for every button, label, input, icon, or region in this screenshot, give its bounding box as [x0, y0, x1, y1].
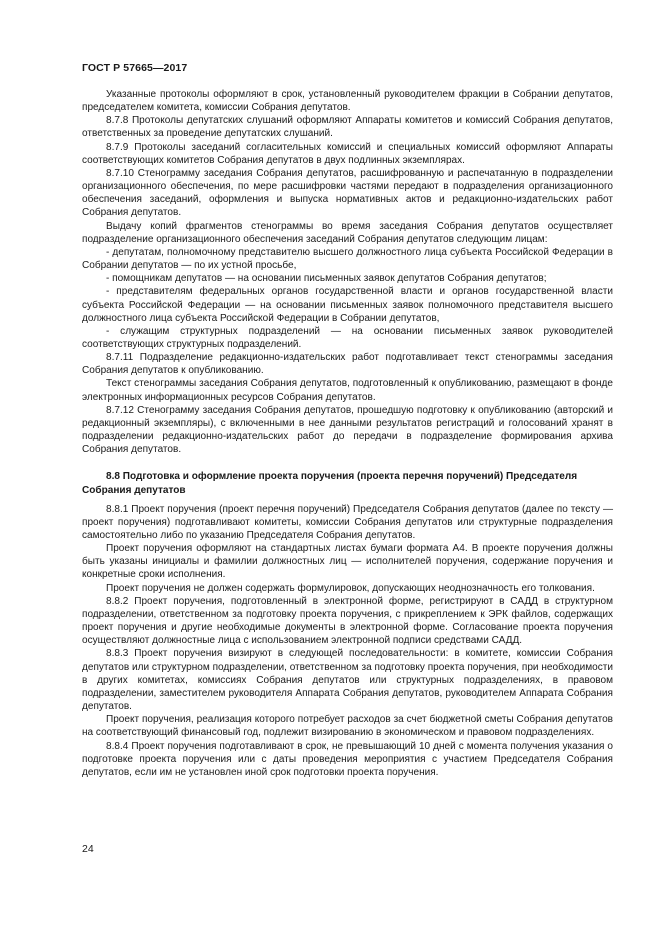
paragraph: Текст стенограммы заседания Собрания депутатов, подготовленный к опубликованию, размещают в фонде электронных информационных ресурсов Собрания депутатов. — [82, 378, 613, 403]
paragraph: Проект поручения оформляют на стандартных листах бумаги формата А4. В проекте поручения должны быть указаны инициалы и фамилии должностных лиц — исполнителей поручения, содержание поручения и конкретные сроки исполнения. — [82, 543, 613, 581]
section-heading: 8.8 Подготовка и оформление проекта поручения (проекта перечня поручений) Председателя Собрания депутатов — [82, 471, 578, 496]
paragraph: Указанные протоколы оформляют в срок, установленный руководителем фракции в Собрании депутатов, председателем комитета, комиссии Собрания депутатов. — [82, 89, 613, 114]
paragraph: 8.8.2 Проект поручения, подготовленный в электронной форме, регистрируют в САДД в структурном подразделении, ответственном за подготовку проекта поручения, с прикреплением к ЭРК файлов, содержащих проект поручения и другие необходимые документы в электронной форме. Согласование проекта поручения осуществляют должностные лица с использованием электронной подписи средствами САДД. — [82, 595, 613, 647]
paragraph: Проект поручения не должен содержать формулировок, допускающих неоднозначность его толкования. — [106, 582, 595, 594]
paragraph: Проект поручения, реализация которого потребует расходов за счет бюджетной сметы Собрания депутатов на соответствующий финансовый год, подлежит визированию в экономическом и правовом подразделениях. — [82, 714, 613, 739]
paragraph: Выдачу копий фрагментов стенограммы во время заседания Собрания депутатов осуществляет подразделение организационного обеспечения заседаний Собрания депутатов следующим лицам: — [82, 220, 613, 245]
paragraph: 8.7.11 Подразделение редакционно-издательских работ подготавливает текст стенограммы заседания Собрания депутатов к опубликованию. — [82, 352, 613, 377]
paragraph: 8.8.1 Проект поручения (проект перечня поручений) Председателя Собрания депутатов (далее по тексту — проект поручения) подготавливают комитеты, комиссии Собрания депутатов или структурные подразделения самостоятельно либо по указанию Председателя Собрания депутатов. — [82, 503, 613, 541]
list-item: - депутатам, полномочному представителю высшего должностного лица субъекта Российской Федерации в Собрании депутатов — по их устной просьбе, — [82, 246, 613, 272]
list-item: - представителям федеральных органов государственной власти и органов государственной власти субъекта Российской Федерации — на основании письменных заявок полномочного представителя высшего должностного лица субъекта Российской Федерации в Собрании депутатов, — [82, 286, 613, 324]
paragraph: 8.8.3 Проект поручения визируют в следующей последовательности: в комитете, комиссии Собрания депутатов или структурном подразделении, ответственном за подготовку проекта поручения, при необходимости в других комитетах, комиссиях Собрания депутатов или структурных подразделениях, в правовом подразделении, заместителем руководителя Аппарата Собрания депутатов, руководителем Аппарата Собрания депутатов. — [82, 648, 613, 713]
list-item: - служащим структурных подразделений — на основании письменных заявок руководителей соответствующих структурных подразделений. — [82, 325, 613, 350]
paragraph: 8.7.8 Протоколы депутатских слушаний оформляют Аппараты комитетов и комиссий Собрания депутатов, ответственных за проведение депутатских слушаний. — [82, 115, 613, 140]
paragraph: 8.7.10 Стенограмму заседания Собрания депутатов, расшифрованную и распечатанную в подразделении организационного обеспечения, по мере расшифровки частями передают в подразделения организационного обеспечения заседаний, оформления и выпуска нормативных актов и редакционно-издательских работ Собрания депутатов. — [82, 167, 613, 219]
document-standard-header: ГОСТ Р 57665—2017 — [82, 62, 188, 74]
page-body — [82, 88, 613, 779]
paragraph: 8.7.12 Стенограмму заседания Собрания депутатов, прошедшую подготовку к опубликованию (авторский и редакционный экземпляры), с включенными в нее данными результатов регистраций и голосований хранят в подразделении редакционно-издательских работ до передачи в подразделение формирования архива Собрания депутатов. — [82, 404, 613, 456]
page-number: 24 — [82, 843, 94, 855]
list-item: - помощникам депутатов — на основании письменных заявок депутатов Собрания депутатов; — [106, 273, 547, 285]
paragraph: 8.8.4 Проект поручения подготавливают в срок, не превышающий 10 дней с момента получения указания о подготовке проекта поручения или с даты проведения мероприятия с участием Председателя Собрания депутатов, если им не установлен иной срок подготовки проекта поручения. — [82, 740, 613, 778]
paragraph: 8.7.9 Протоколы заседаний согласительных комиссий и специальных комиссий оформляют Аппараты соответствующих комитетов Собрания депутатов в двух подлинных экземплярах. — [82, 141, 613, 166]
